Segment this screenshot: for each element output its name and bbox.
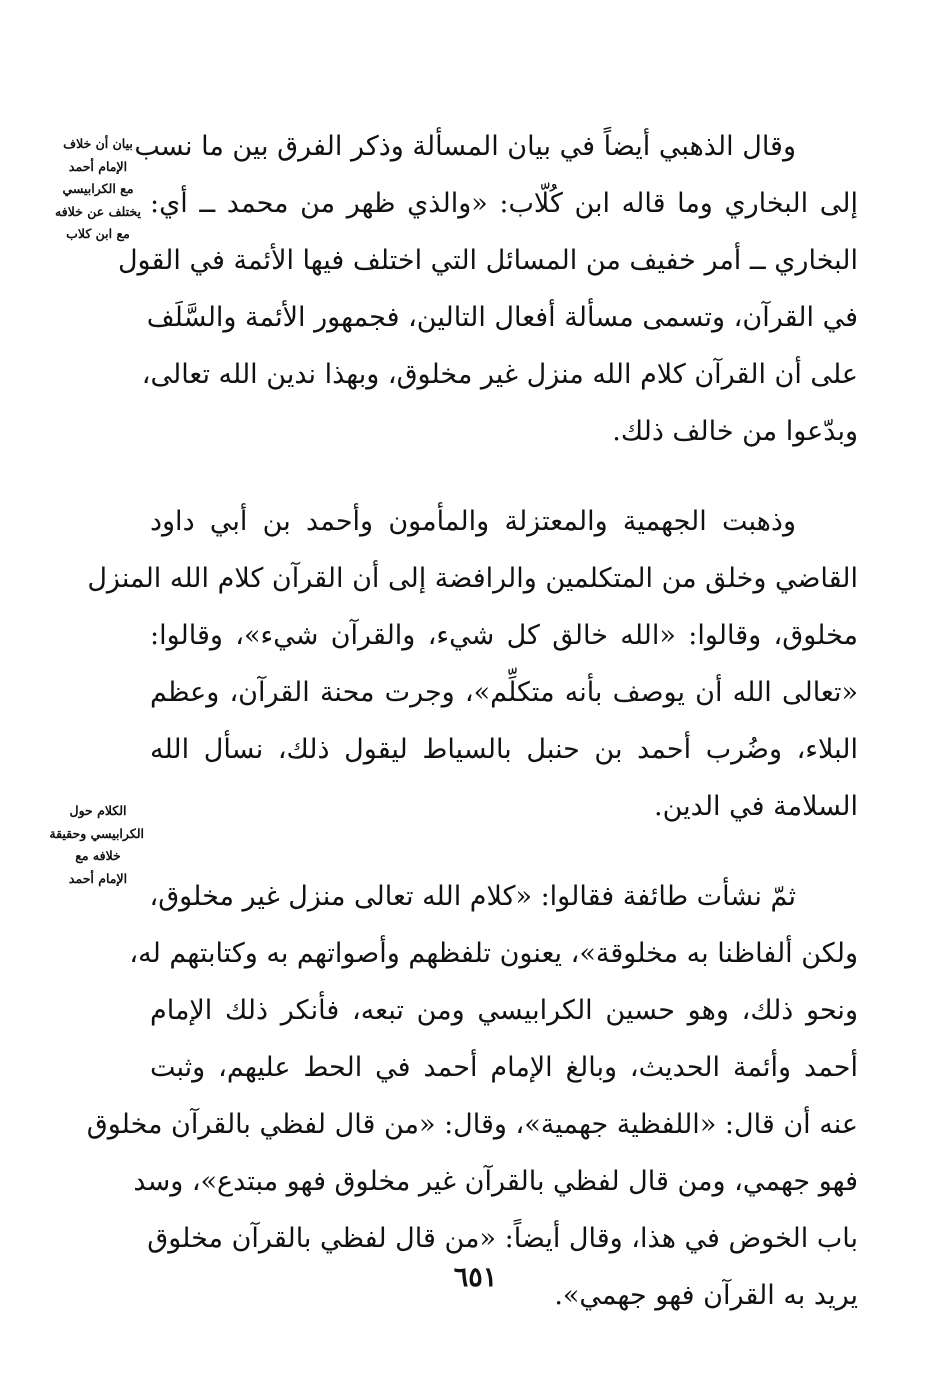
margin-note-line: مع الكرابيسي [62, 181, 134, 196]
margin-note-line: بيان أن خلاف [63, 136, 133, 151]
text-line: إلى البخاري وما قاله ابن كُلّاب: «والذي ظهر من محمد ــ أي: [150, 188, 858, 219]
margin-note-line: الكلام حول [69, 803, 127, 818]
text-line: ولكن ألفاظنا به مخلوقة»، يعنون تلفظهم وأصواتهم به وكتابتهم له، [129, 938, 858, 969]
text-line: فهو جهمي، ومن قال لفظي بالقرآن غير مخلوق فهو مبتدع»، وسد [133, 1166, 858, 1197]
text-line: أحمد وأئمة الحديث، وبالغ الإمام أحمد في الحط عليهم، وثبت [150, 1052, 858, 1083]
text-line: عنه أن قال: «اللفظية جهمية»، وقال: «من قال لفظي بالقرآن مخلوق [86, 1109, 858, 1140]
paragraph-gap [150, 460, 858, 493]
text-line: وقال الذهبي أيضاً في بيان المسألة وذكر الفرق بين ما نسب [134, 131, 796, 162]
text-line: يريد به القرآن فهو جهمي». [554, 1280, 858, 1311]
margin-note-line: يختلف عن خلافه [55, 203, 141, 219]
margin-note-line: مع ابن كلاب [66, 226, 130, 241]
margin-note-karabisi-vs-ibn-kullab [52, 133, 144, 246]
text-line: ثمّ نشأت طائفة فقالوا: «كلام الله تعالى منزل غير مخلوق، [149, 881, 796, 912]
margin-note-karabisi-dispute [49, 800, 144, 890]
margin-note-line: خلافه مع [75, 848, 121, 863]
text-line: السلامة في الدين. [654, 791, 858, 822]
text-line: وذهبت الجهمية والمعتزلة والمأمون وأحمد بن أبي داود [150, 506, 796, 537]
margin-note-line: الإمام أحمد [68, 870, 128, 886]
text-line: وبدّعوا من خالف ذلك. [612, 416, 858, 447]
text-line: البخاري ــ أمر خفيف من المسائل التي اختلف فيها الأئمة في القول [117, 245, 858, 276]
text-line: «تعالى الله أن يوصف بأنه متكلِّم»، وجرت محنة القرآن، وعظم [150, 677, 858, 708]
margin-note-line: الإمام أحمد [68, 158, 128, 174]
paragraph-gap [150, 835, 858, 868]
text-line: باب الخوض في هذا، وقال أيضاً: «من قال لفظي بالقرآن مخلوق [147, 1223, 858, 1254]
paragraph-dhahabi [117, 118, 858, 460]
page-number: ٦٥١ [453, 1262, 498, 1293]
margin-note-line: الكرابيسي وحقيقة [49, 825, 144, 841]
text-line: مخلوق، وقالوا: «الله خالق كل شيء، والقرآن شيء»، وقالوا: [150, 620, 858, 651]
text-line: ونحو ذلك، وهو حسين الكرابيسي ومن تبعه، فأنكر ذلك الإمام [150, 995, 858, 1026]
text-line: على أن القرآن كلام الله منزل غير مخلوق، وبهذا ندين الله تعالى، [141, 359, 858, 390]
text-line: البلاء، وضُرب أحمد بن حنبل بالسياط ليقول ذلك، نسأل الله [150, 734, 858, 765]
text-line: في القرآن، وتسمى مسألة أفعال التالين، فجمهور الأئمة والسَّلَف [146, 302, 858, 333]
text-line: القاضي وخلق من المتكلمين والرافضة إلى أن القرآن كلام الله المنزل [87, 563, 858, 594]
paragraph-lafziyya [86, 868, 858, 1324]
